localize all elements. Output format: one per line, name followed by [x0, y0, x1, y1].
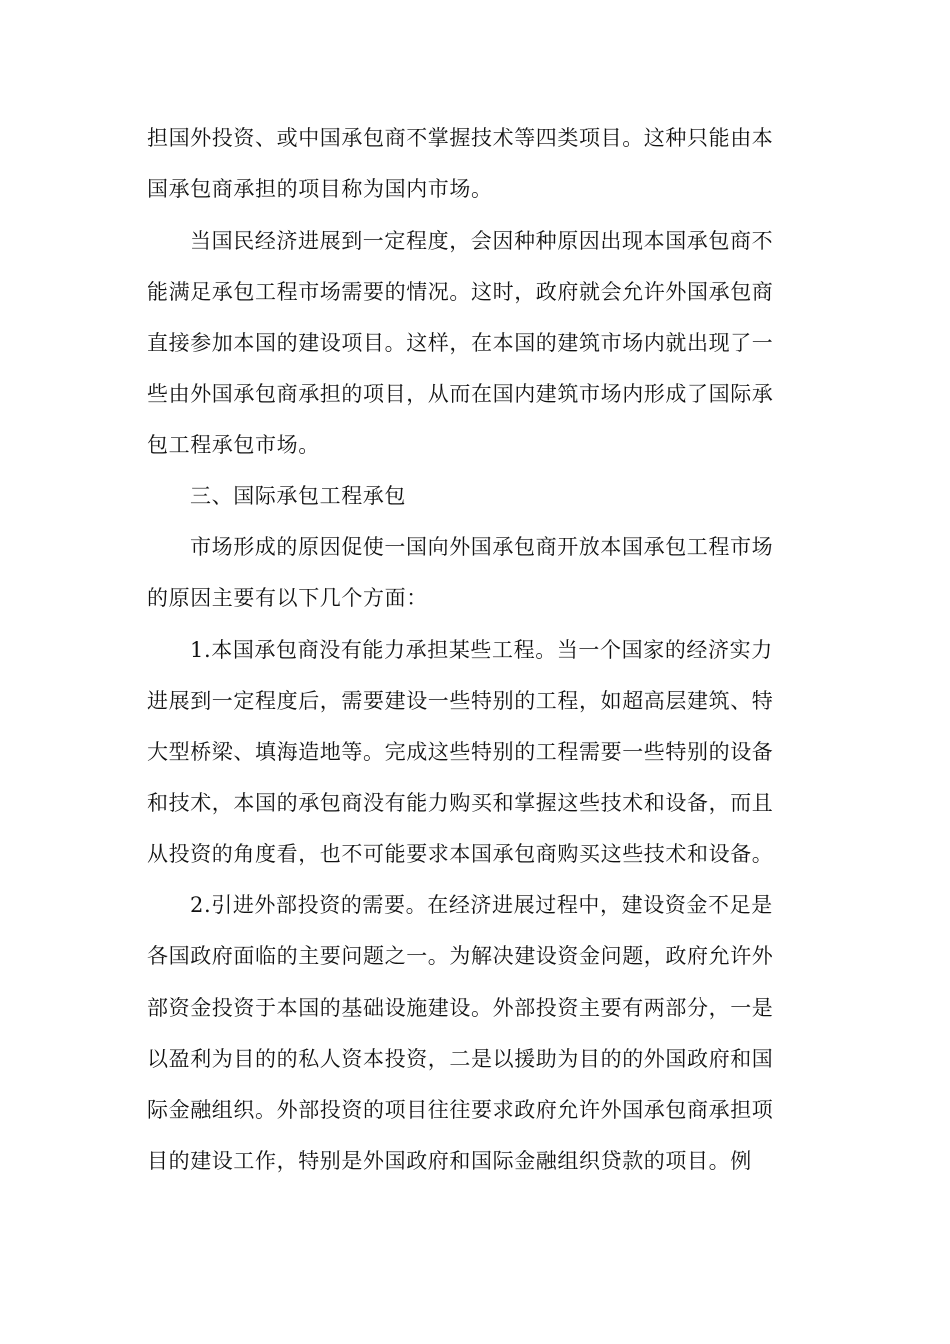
text-line: 际金融组织。外部投资的项目往往要求政府允许外国承包商承担项	[147, 1098, 774, 1122]
text-line: 的原因主要有以下几个方面：	[147, 586, 428, 610]
text-line: 2.引进外部投资的需要。在经济进展过程中，建设资金不足是	[190, 893, 773, 917]
text-line: 各国政府面临的主要问题之一。为解决建设资金问题，政府允许外	[147, 944, 774, 968]
text-line: 些由外国承包商承担的项目，从而在国内建筑市场内形成了国际承	[147, 382, 774, 406]
text-line: 包工程承包市场。	[147, 433, 320, 457]
text-line: 能满足承包工程市场需要的情况。这时，政府就会允许外国承包商	[147, 280, 774, 304]
text-line: 市场形成的原因促使一国向外国承包商开放本国承包工程市场	[190, 535, 774, 559]
text-line: 大型桥梁、填海造地等。完成这些特别的工程需要一些特别的设备	[147, 740, 774, 764]
text-line: 进展到一定程度后，需要建设一些特别的工程，如超高层建筑、特	[147, 689, 774, 713]
text-line: 部资金投资于本国的基础设施建设。外部投资主要有两部分，一是	[147, 996, 774, 1020]
text-line: 担国外投资、或中国承包商不掌握技术等四类项目。这种只能由本	[147, 126, 774, 150]
text-line: 国承包商承担的项目称为国内市场。	[147, 177, 493, 201]
text-line: 当国民经济进展到一定程度，会因种种原因出现本国承包商不	[190, 229, 774, 253]
text-line: 1.本国承包商没有能力承担某些工程。当一个国家的经济实力	[190, 638, 773, 662]
text-line: 以盈利为目的的私人资本投资，二是以援助为目的的外国政府和国	[147, 1047, 774, 1071]
text-line: 和技术，本国的承包商没有能力购买和掌握这些技术和设备，而且	[147, 791, 774, 815]
text-line: 从投资的角度看，也不可能要求本国承包商购买这些技术和设备。	[147, 842, 774, 866]
text-line: 目的建设工作，特别是外国政府和国际金融组织贷款的项目。例	[147, 1149, 752, 1173]
text-line: 直接参加本国的建设项目。这样，在本国的建筑市场内就出现了一	[147, 331, 774, 355]
section-heading: 三、国际承包工程承包	[190, 484, 406, 508]
